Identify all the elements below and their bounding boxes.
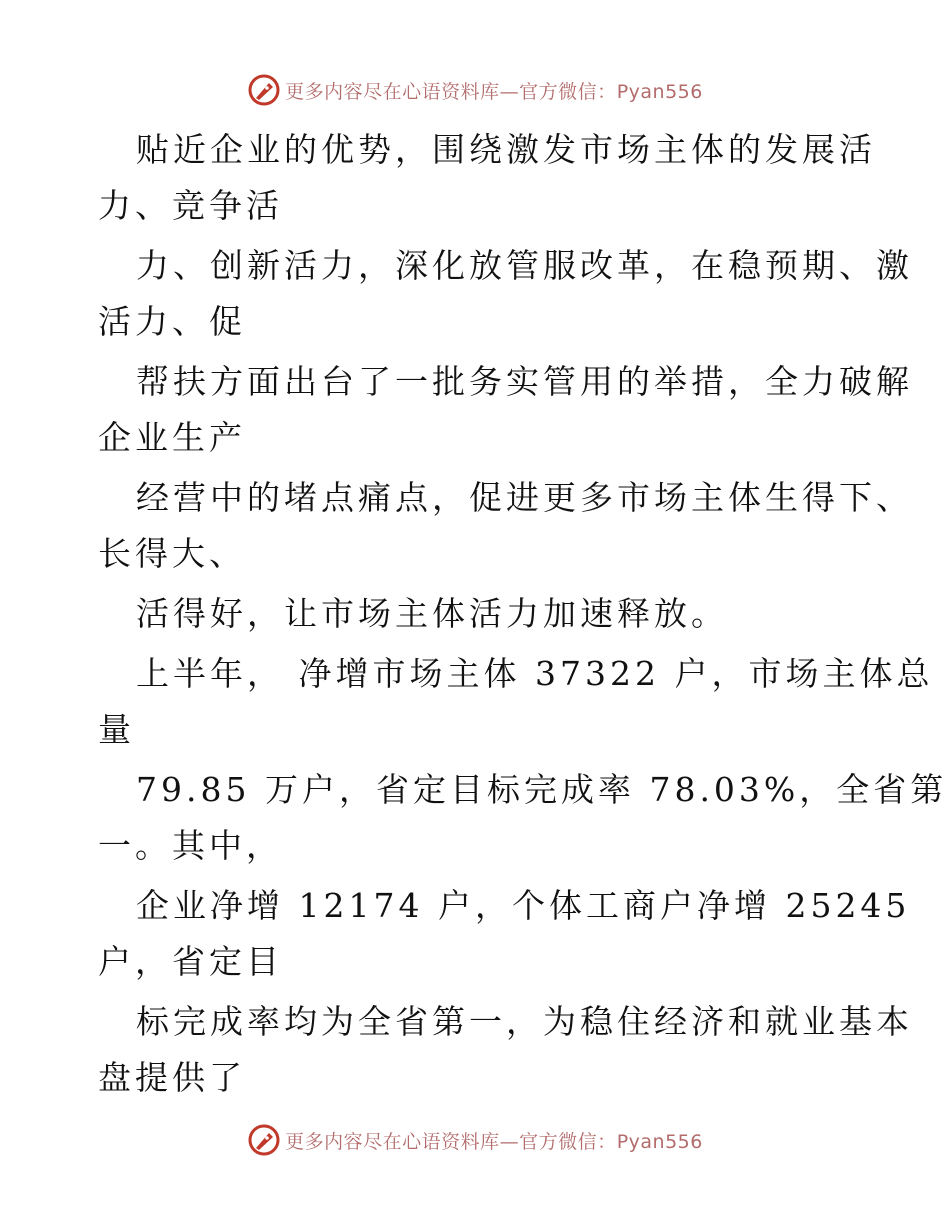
body-line: 盘提供了	[98, 1058, 246, 1097]
body-line: 长得大、	[98, 534, 246, 573]
body-line: 贴近企业的优势，围绕激发市场主体的发展活	[136, 130, 876, 169]
body-line: 79.85 万户，省定目标完成率 78.03%，全省第	[136, 770, 948, 809]
body-line: 活力、促	[98, 302, 246, 341]
body-line: 企业生产	[98, 418, 246, 457]
body-line: 量	[98, 710, 135, 749]
pen-nib-circle-logo-icon	[247, 1123, 281, 1157]
body-line: 力、创新活力，深化放管服改革，在稳预期、激	[136, 246, 913, 285]
body-line: 帮扶方面出台了一批务实管用的举措，全力破解	[136, 362, 913, 401]
body-line: 力、竞争活	[98, 186, 283, 225]
body-line: 活得好，让市场主体活力加速释放。	[136, 594, 728, 633]
footer-watermark	[0, 1122, 950, 1158]
body-line: 经营中的堵点痛点，促进更多市场主体生得下、	[136, 478, 913, 517]
body-line: 户，省定目	[98, 942, 283, 981]
pen-nib-circle-logo-icon	[247, 73, 281, 107]
header-watermark	[0, 72, 950, 108]
watermark-text: 更多内容尽在心语资料库—官方微信：Pyan556	[285, 1130, 703, 1153]
body-line: 一。其中，	[98, 826, 283, 865]
body-line: 上半年， 净增市场主体 37322 户，市场主体总	[136, 654, 934, 693]
body-line: 企业净增 12174 户，个体工商户净增 25245	[136, 886, 911, 925]
watermark-text: 更多内容尽在心语资料库—官方微信：Pyan556	[285, 80, 703, 103]
body-line: 标完成率均为全省第一，为稳住经济和就业基本	[136, 1002, 913, 1041]
